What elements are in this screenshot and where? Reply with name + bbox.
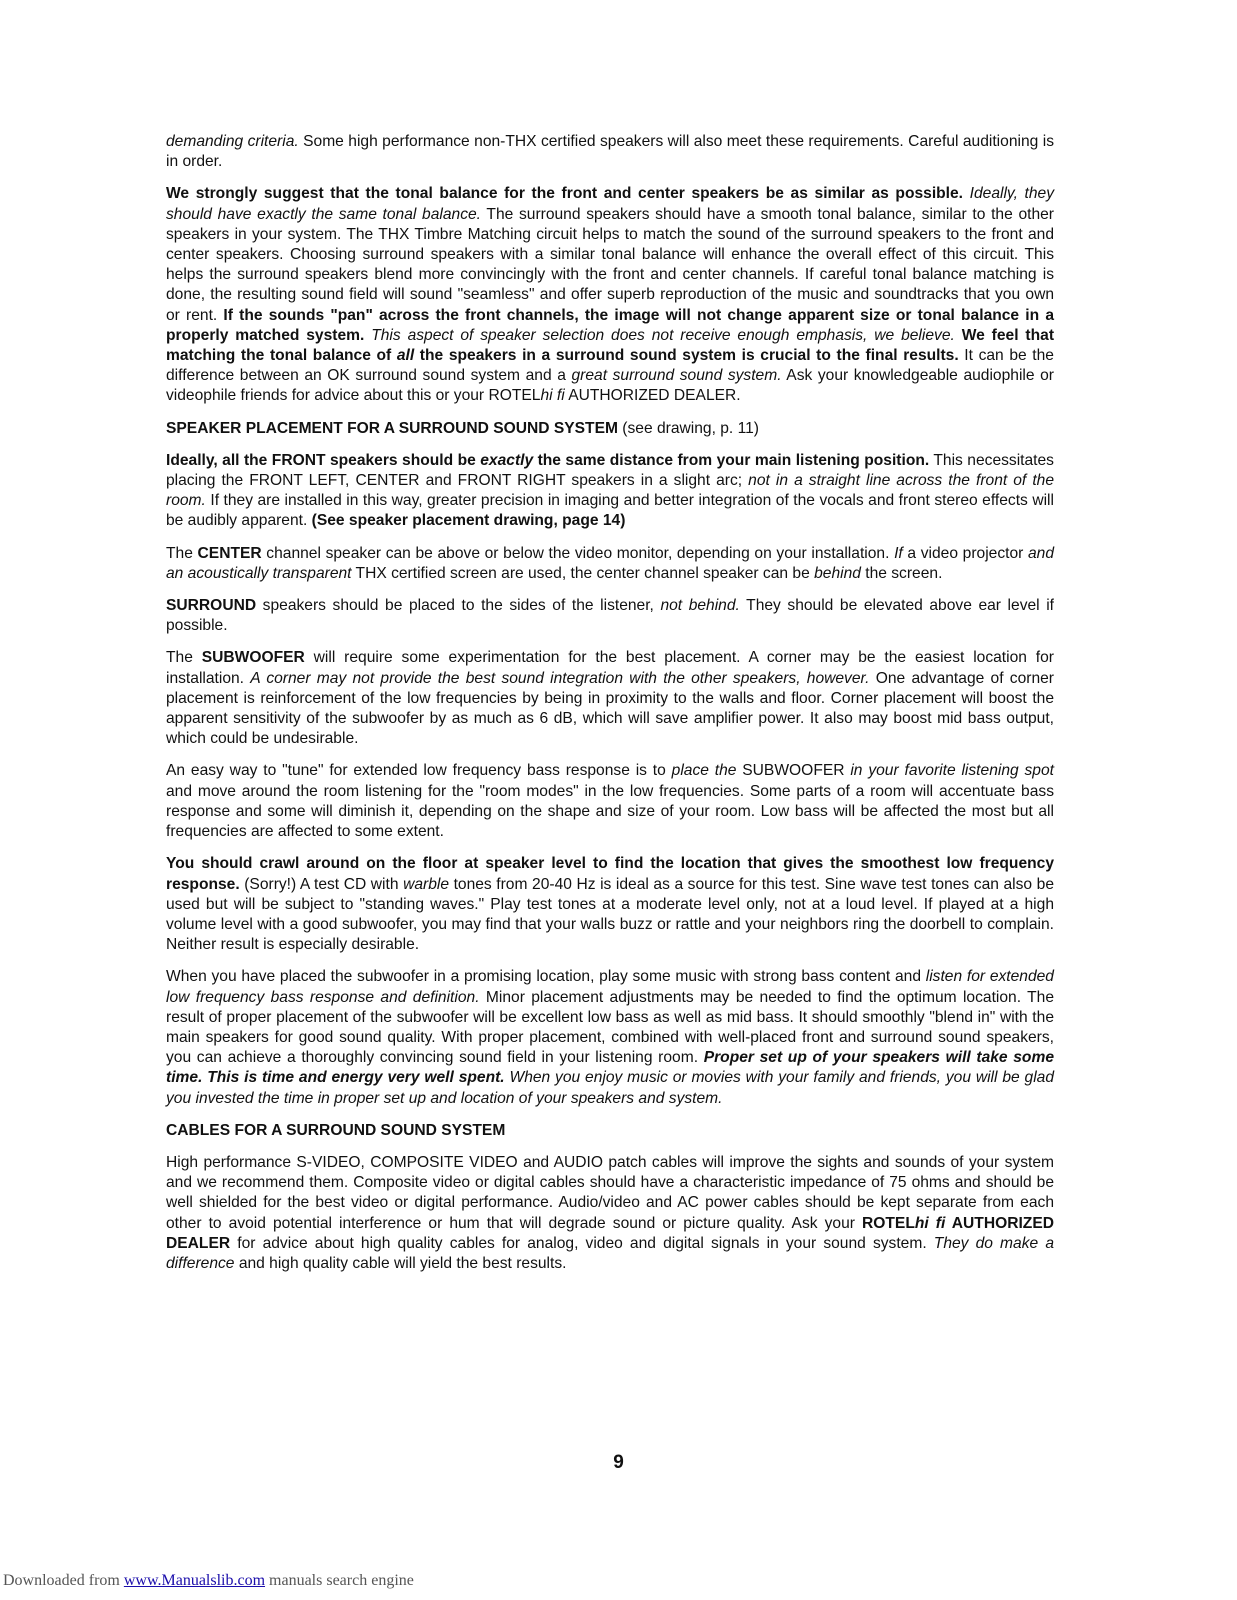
paragraph-front-speakers: Ideally, all the FRONT speakers should be exactly the same distance from your main listening position. This necessitates placing the FRONT LEFT, CENTER and FRONT RIGHT speakers in a slight arc; not in a straight line across the front of the room. If they are installed in this way, greater precision in imaging and better integration of the vocals and front stereo effects will be audibly apparent. (See speaker placement drawing, page 14) xyxy=(166,451,1054,530)
paragraph-criteria: demanding criteria. Some high performance non-THX certified speakers will also meet these requirements. Careful auditioning is in order. xyxy=(166,133,1054,171)
page-number: 9 xyxy=(613,1452,624,1473)
paragraph-tune-bass: An easy way to "tune" for extended low frequency bass response is to place the SUBWOOFER in your favorite listening spot and move around the room listening for the "room modes" in the low frequencies. Some parts of a room will accentuate bass response and some will diminish it, depending on the shape and size of your room. Low bass will be affected the most but all frequencies are affected to some extent. xyxy=(166,762,1054,841)
section-heading-speaker-placement: SPEAKER PLACEMENT FOR A SURROUND SOUND SYSTEM (see drawing, p. 11) xyxy=(166,419,759,437)
paragraph-subwoofer-placement: When you have placed the subwoofer in a promising location, play some music with strong bass content and listen for extended low frequency bass response and definition. Minor placement adjustments may be needed to find the optimum location. The result of proper placement of the subwoofer will be excellent low bass as well as mid bass. It should smoothly "blend in" with the main speakers for good sound quality. With proper placement, combined with well-placed front and surround sound speakers, you can achieve a thoroughly convincing sound field in your listening room. Proper set up of your speakers will take some time. This is time and energy very well spent. When you enjoy music or movies with your family and friends, you will be glad you invested the time in proper set up and location of your speakers and system. xyxy=(166,968,1055,1107)
download-footer: Downloaded from www.Manualslib.com manuals search engine xyxy=(3,1572,414,1589)
paragraph-cables: High performance S-VIDEO, COMPOSITE VIDEO and AUDIO patch cables will improve the sights and sounds of your system and we recommend them. Composite video or digital cables should have a characteristic impedance of 75 ohms and should be well shielded for the best video or digital performance. Audio/video and AC power cables should be kept separate from each other to avoid potential interference or hum that will degrade sound or picture quality. Ask your ROTELhi fi AUTHORIZED DEALER for advice about high quality cables for analog, video and digital signals in your sound system. They do make a difference and high quality cable will yield the best results. xyxy=(166,1153,1054,1272)
section-heading-cables: CABLES FOR A SURROUND SOUND SYSTEM xyxy=(166,1121,506,1139)
paragraph-subwoofer: The SUBWOOFER will require some experimentation for the best placement. A corner may be the easiest location for installation. A corner may not provide the best sound integration with the other speakers, however. One advantage of corner placement is reinforcement of the low frequencies by being in proximity to the walls and floor. Corner placement will boost the apparent sensitivity of the subwoofer by as much as 6 dB, which will save amplifier power. It also may boost mid bass output, which could be undesirable. xyxy=(166,649,1054,748)
paragraph-surround-speakers: SURROUND speakers should be placed to the sides of the listener, not behind. They should be elevated above ear level if possible. xyxy=(166,597,1054,635)
manualslib-link[interactable]: www.Manualslib.com xyxy=(123,1572,266,1589)
paragraph-crawl-around: You should crawl around on the floor at speaker level to find the location that gives the smoothest low frequency response. (Sorry!) A test CD with warble tones from 20-40 Hz is ideal as a source for this test. Sine wave test tones can also be used but will be subject to "standing waves." Play test tones at a moderate level only, not at a loud level. If played at a high volume level with a good subwoofer, you may find that your walls buzz or rattle and your neighbors ring the doorbell to complain. Neither result is especially desirable. xyxy=(166,855,1054,954)
page-body xyxy=(166,132,1054,1286)
paragraph-center-speaker: The CENTER channel speaker can be above or below the video monitor, depending on your installation. If a video projector and an acoustically transparent THX certified screen are used, the center channel speaker can be behind the screen. xyxy=(166,544,1055,582)
paragraph-tonal-balance: We strongly suggest that the tonal balance for the front and center speakers be as similar as possible. Ideally, they should have exactly the same tonal balance. The surround speakers should have a smooth tonal balance, similar to the other speakers in your system. The THX Timbre Matching circuit helps to match the sound of the surround speakers to the front and center speakers. Choosing surround speakers with a similar tonal balance will enhance the overall effect of this circuit. This helps the surround speakers blend more convincingly with the front and center channels. If careful tonal balance matching is done, the resulting sound field will sound "seamless" and offer superb reproduction of the music and soundtracks that you own or rent. If the sounds "pan" across the front channels, the image will not change apparent size or tonal balance in a properly matched system. This aspect of speaker selection does not receive enough emphasis, we believe. We feel that matching the tonal balance of all the speakers in a surround sound system is crucial to the final results. It can be the difference between an OK surround sound system and a great surround sound system. Ask your knowledgeable audiophile or videophile friends for advice about this or your ROTELhi fi AUTHORIZED DEALER. xyxy=(166,185,1055,405)
